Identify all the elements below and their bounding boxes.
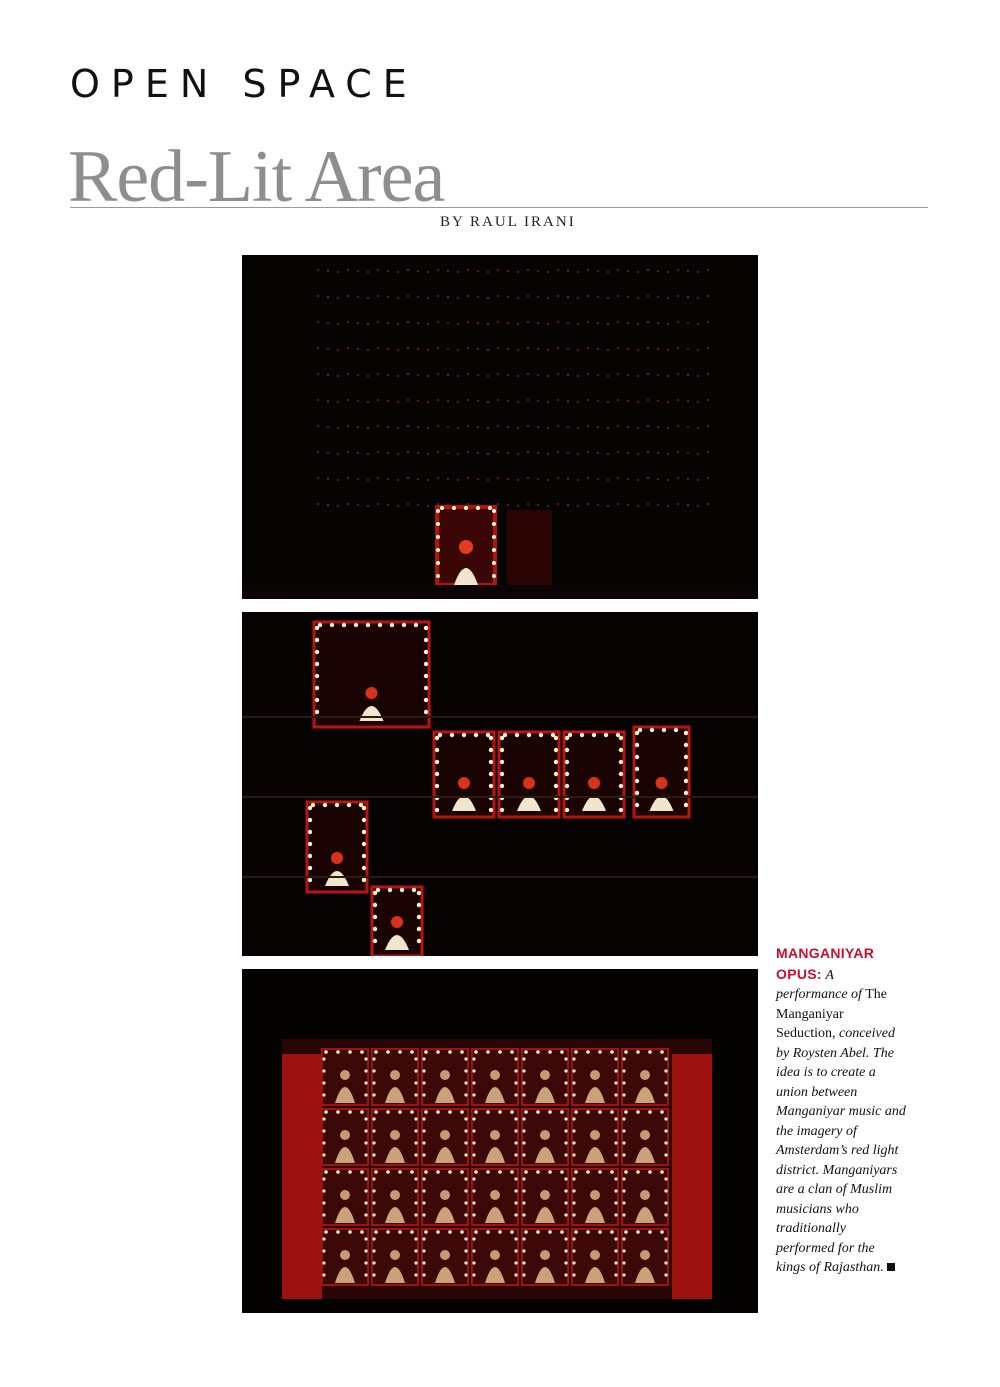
photo-caption xyxy=(776,944,906,1278)
caption-body: conceived by Roysten Abel. The idea is to create a union between Manganiyar music and the imagery of Amsterdam’s red light district. Manganiyars are a clan of Muslim musicians who traditionally performed for the kings of Rajasthan. xyxy=(776,1026,906,1275)
title-rule xyxy=(70,207,928,208)
photo-full-grid xyxy=(242,969,758,1313)
stage-photo-2-graphic xyxy=(242,612,758,956)
page-title: Red-Lit Area xyxy=(68,136,445,218)
photo-multiple-boxes xyxy=(242,612,758,956)
caption-lead: A performance of xyxy=(776,967,862,1002)
section-label: OPEN SPACE xyxy=(70,62,418,106)
stage-photo-1-graphic xyxy=(242,255,758,599)
stage-photo-3-graphic xyxy=(242,969,758,1313)
end-mark-icon xyxy=(887,1263,895,1271)
photo-single-performer xyxy=(242,255,758,599)
caption-show-title: The Manganiyar Seduction, xyxy=(776,987,887,1041)
byline: BY RAUL IRANI xyxy=(440,214,576,230)
caption-heading: MANGANIYAR OPUS: xyxy=(776,945,875,982)
